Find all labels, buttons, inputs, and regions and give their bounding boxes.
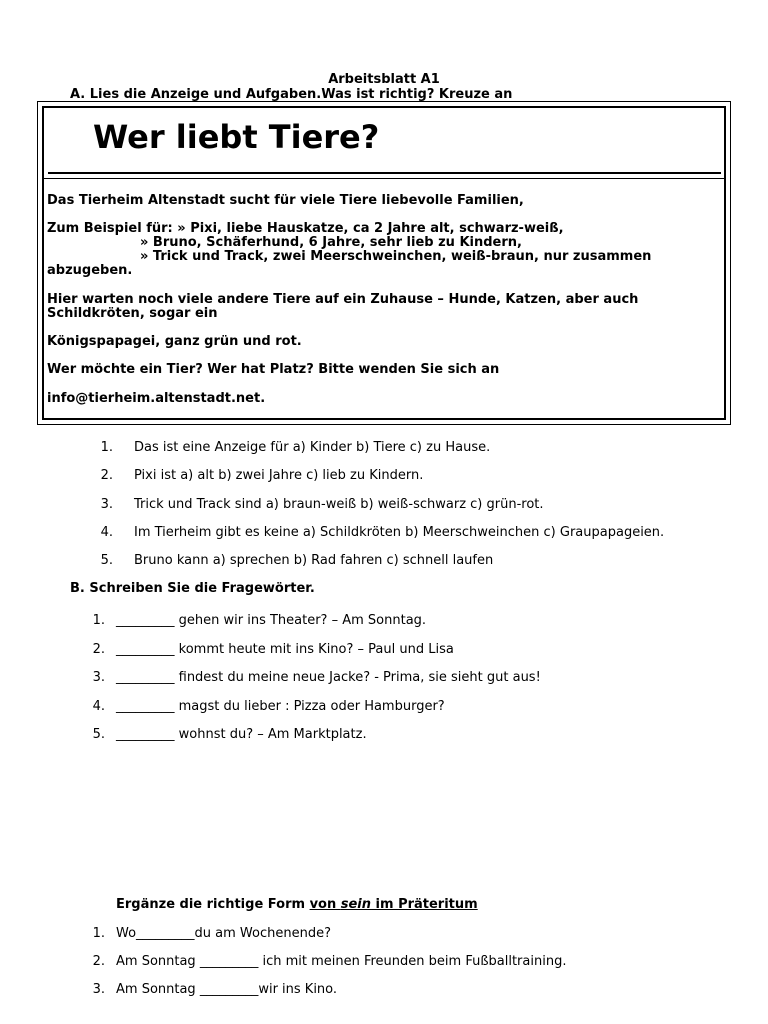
question-b-text: _________ gehen wir ins Theater? – Am Sonntag. (116, 613, 427, 628)
question-a-number: 2. (100, 468, 113, 483)
question-a-text: Bruno kann a) sprechen b) Rad fahren c) schnell laufen (134, 553, 494, 568)
section-c-sein: sein (340, 897, 372, 912)
question-b-text: _________ kommt heute mit ins Kino? – Paul und Lisa (116, 642, 454, 657)
ad-line: Königspapagei, ganz grün und rot. (47, 334, 302, 349)
question-b-number: 3. (92, 670, 105, 685)
section-b-heading: B. Schreiben Sie die Fragewörter. (70, 581, 315, 596)
question-a-text: Im Tierheim gibt es keine a) Schildkröten b) Meerschweinchen c) Graupapageien. (134, 525, 665, 540)
question-b-number: 1. (92, 613, 105, 628)
ad-divider-thick (48, 172, 721, 174)
worksheet-title: Arbeitsblatt A1 (328, 72, 440, 87)
ad-line: Schildkröten, sogar ein (47, 306, 218, 321)
question-a-number: 5. (100, 553, 113, 568)
question-c-text: Am Sonntag _________ ich mit meinen Freunden beim Fußballtraining. (116, 954, 567, 969)
question-a-number: 1. (100, 440, 113, 455)
question-b-number: 2. (92, 642, 105, 657)
section-c-suffix: im Präteritum (371, 897, 478, 912)
question-a-number: 3. (100, 497, 113, 512)
question-c-number: 2. (92, 954, 105, 969)
ad-title: Wer liebt Tiere? (93, 118, 380, 156)
ad-line: abzugeben. (47, 263, 133, 278)
question-a-text: Pixi ist a) alt b) zwei Jahre c) lieb zu Kindern. (134, 468, 424, 483)
ad-divider-thin (42, 178, 726, 179)
section-c-prefix: Ergänze die richtige Form (116, 897, 310, 912)
section-a-instruction: A. Lies die Anzeige und Aufgaben.Was ist richtig? Kreuze an (70, 87, 513, 102)
question-c-number: 3. (92, 982, 105, 997)
question-b-text: _________ wohnst du? – Am Marktplatz. (116, 727, 367, 742)
ad-line: Hier warten noch viele andere Tiere auf ein Zuhause – Hunde, Katzen, aber auch (47, 292, 639, 307)
question-b-text: _________ magst du lieber : Pizza oder Hamburger? (116, 699, 445, 714)
question-c-number: 1. (92, 926, 105, 941)
question-c-text: Wo_________du am Wochenende? (116, 926, 331, 941)
section-c-heading (116, 897, 478, 912)
ad-line: » Bruno, Schäferhund, 6 Jahre, sehr lieb zu Kindern, (140, 235, 522, 250)
ad-line: » Trick und Track, zwei Meerschweinchen, weiß-braun, nur zusammen (140, 249, 652, 264)
question-b-text: _________ findest du meine neue Jacke? - Prima, sie sieht gut aus! (116, 670, 541, 685)
question-b-number: 5. (92, 727, 105, 742)
question-a-text: Das ist eine Anzeige für a) Kinder b) Tiere c) zu Hause. (134, 440, 491, 455)
ad-line: Wer möchte ein Tier? Wer hat Platz? Bitte wenden Sie sich an (47, 362, 500, 377)
ad-email: info@tierheim.altenstadt.net. (47, 391, 266, 406)
question-a-number: 4. (100, 525, 113, 540)
ad-line: Das Tierheim Altenstadt sucht für viele Tiere liebevolle Familien, (47, 193, 524, 208)
ad-line: Zum Beispiel für: » Pixi, liebe Hauskatze, ca 2 Jahre alt, schwarz-weiß, (47, 221, 564, 236)
question-b-number: 4. (92, 699, 105, 714)
question-a-text: Trick und Track sind a) braun-weiß b) weiß-schwarz c) grün-rot. (134, 497, 544, 512)
section-c-von: von (309, 897, 341, 912)
question-c-text: Am Sonntag _________wir ins Kino. (116, 982, 338, 997)
